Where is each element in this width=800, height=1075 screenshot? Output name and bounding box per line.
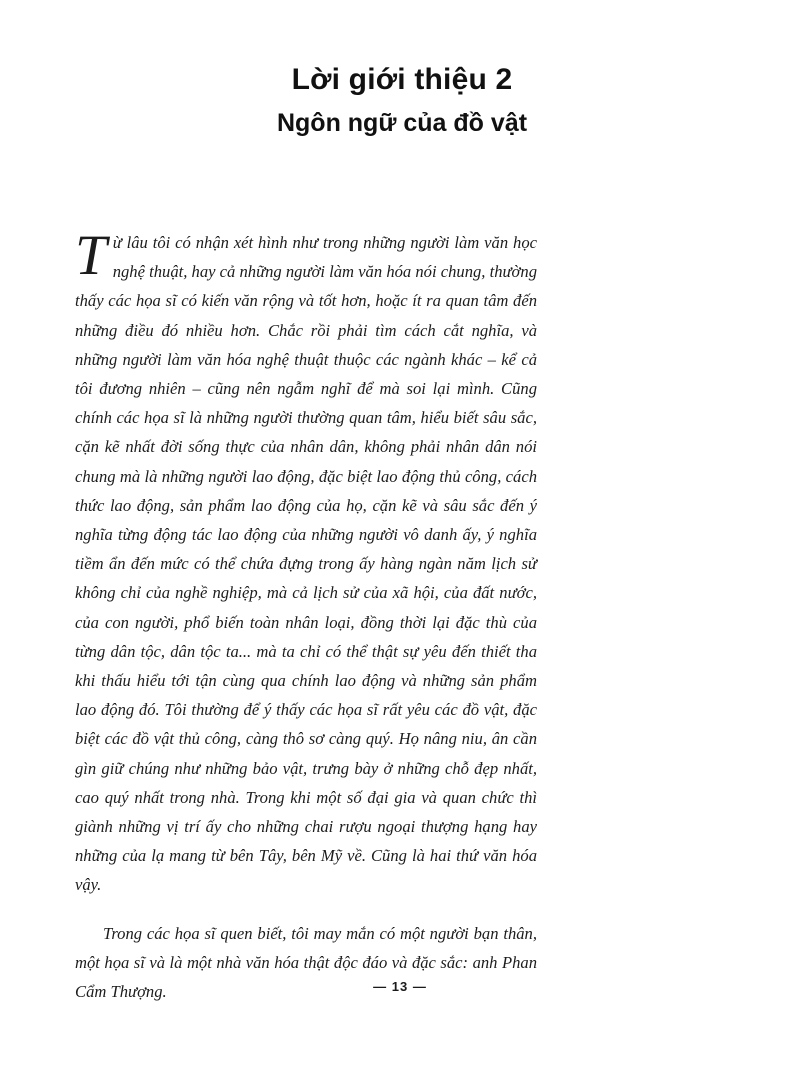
paragraph-second: Trong các họa sĩ quen biết, tôi may mắn có một người bạn thân, một họa sĩ và là một nhà văn hóa thật độc đáo và đặc sắc: anh Phan Cẩm Thượng.	[75, 923, 537, 1002]
page-subtitle: Ngôn ngữ của đồ vật	[276, 109, 528, 137]
paragraph-first	[75, 224, 537, 900]
body-text	[75, 224, 537, 1006]
heading-block	[75, 62, 725, 138]
paragraph-first-text: ừ lâu tôi có nhận xét hình như trong những người làm văn học nghệ thuật, hay cả những người làm văn hóa nói chung, thường thấy các họa sĩ có kiến văn rộng và tốt hơn, hoặc ít ra quan tâm đến những điều đó nhiều hơn. Chắc rồi phải tìm cách cắt nghĩa, và những người làm văn hóa nghệ thuật thuộc các ngành khác – kể cả tôi đương nhiên – cũng nên ngẫm nghĩ để mà soi lại mình. Cũng chính các họa sĩ là những người thường quan tâm, hiểu biết sâu sắc, cặn kẽ nhất đời sống thực của nhân dân, không phải nhân dân nói chung mà là những người lao động, đặc biệt lao động thủ công, cách thức lao động, sản phẩm lao động của họ, cặn kẽ và sâu sắc đến ý nghĩa từng động tác lao động của những người vô danh ấy, ý nghĩa tiềm ẩn đến mức có thể chứa đựng trong ấy hàng ngàn năm lịch sử không chỉ của nghề nghiệp, mà cả lịch sử của xã hội, của đất nước, của con người, phổ biến toàn nhân loại, đồng thời lại đặc thù của từng dân tộc, dân tộc ta... mà ta chỉ có thể thật sự yêu đến thiết tha khi thấu hiểu tới tận cùng qua chính lao động và những sản phẩm lao động đó. Tôi thường để ý thấy các họa sĩ rất yêu các đồ vật, đặc biệt các đồ vật thủ công, càng thô sơ càng quý. Họ nâng niu, ân cần gìn giữ chúng như những bảo vật, trưng bày ở những chỗ đẹp nhất, cao quý nhất trong nhà. Trong khi một số đại gia và quan chức thì giành những vị trí ấy cho những chai rượu ngoại thượng hạng hay những của lạ mang từ bên Tây, bên Mỹ về. Cũng là hai thứ văn hóa vậy.	[75, 233, 537, 895]
page-footer	[0, 978, 800, 996]
drop-cap: T	[75, 224, 107, 287]
chapter-heading	[75, 62, 725, 138]
page-title: Lời giới thiệu 2	[291, 63, 513, 96]
page-number: — 13 —	[373, 979, 427, 994]
